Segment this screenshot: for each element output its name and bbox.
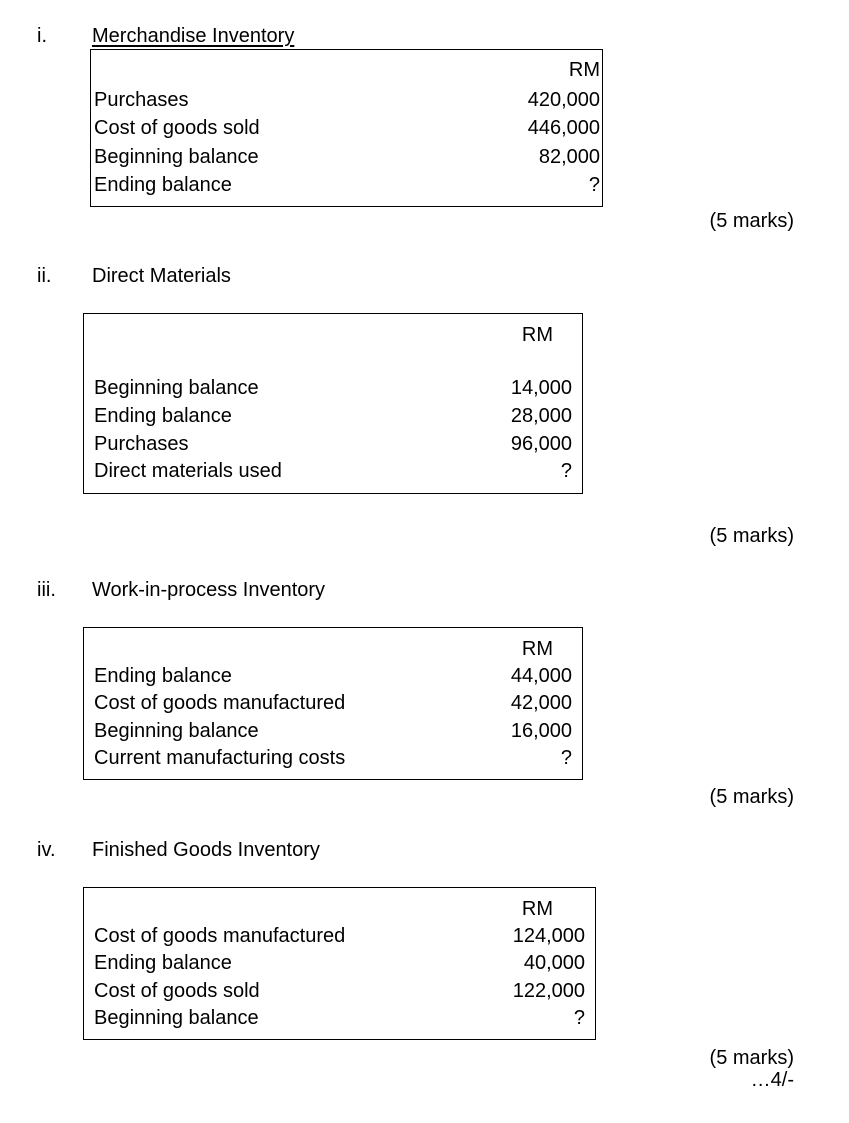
- table-row: [94, 404, 582, 428]
- table-row: [94, 459, 582, 483]
- currency-header: RM: [521, 638, 553, 660]
- table-row: [94, 376, 582, 400]
- row-value: ?: [588, 174, 600, 196]
- row-value: 28,000: [510, 405, 572, 427]
- section-numeral: ii.: [37, 265, 52, 287]
- row-value: 96,000: [510, 433, 572, 455]
- table-row: [94, 691, 582, 715]
- table-row: [94, 979, 595, 1003]
- table-row: [94, 116, 602, 140]
- section-title: Finished Goods Inventory: [92, 839, 320, 861]
- row-label: Ending balance: [94, 665, 232, 687]
- row-label: Purchases: [94, 89, 189, 111]
- section-numeral: iii.: [37, 579, 56, 601]
- row-label: Beginning balance: [94, 720, 259, 742]
- table-row: [94, 664, 582, 688]
- row-value: 44,000: [510, 665, 572, 687]
- table-row: [94, 88, 602, 112]
- section-numeral: iv.: [37, 839, 56, 861]
- row-value: 14,000: [510, 377, 572, 399]
- row-label: Beginning balance: [94, 1007, 259, 1029]
- table-row: [94, 1006, 595, 1030]
- row-label: Cost of goods manufactured: [94, 692, 346, 714]
- section-title: Work-in-process Inventory: [92, 579, 326, 601]
- inventory-table: [83, 887, 596, 1040]
- row-label: Ending balance: [94, 174, 232, 196]
- row-label: Purchases: [94, 433, 189, 455]
- section-title: Merchandise Inventory: [92, 25, 295, 47]
- currency-header: RM: [521, 324, 553, 346]
- row-label: Ending balance: [94, 952, 232, 974]
- marks-label: (5 marks): [709, 210, 794, 232]
- row-value: 82,000: [538, 146, 600, 168]
- row-value: 122,000: [512, 980, 585, 1002]
- row-label: Direct materials used: [94, 460, 282, 482]
- table-row: [94, 924, 595, 948]
- section-title: Direct Materials: [92, 265, 231, 287]
- row-label: Cost of goods sold: [94, 980, 260, 1002]
- row-label: Current manufacturing costs: [94, 747, 346, 769]
- row-label: Beginning balance: [94, 146, 259, 168]
- row-value: 42,000: [510, 692, 572, 714]
- row-value: ?: [573, 1007, 585, 1029]
- inventory-table: [83, 313, 583, 494]
- row-value: 40,000: [523, 952, 585, 974]
- row-value: 420,000: [527, 89, 600, 111]
- page-continuation: …4/-: [750, 1069, 794, 1091]
- row-label: Cost of goods sold: [94, 117, 260, 139]
- currency-header: RM: [568, 59, 600, 81]
- inventory-table: [90, 49, 603, 207]
- row-value: ?: [560, 460, 572, 482]
- marks-label: (5 marks): [709, 525, 794, 547]
- row-value: 16,000: [510, 720, 572, 742]
- row-value: 446,000: [527, 117, 600, 139]
- table-row: [94, 719, 582, 743]
- row-label: Beginning balance: [94, 377, 259, 399]
- section-numeral: i.: [37, 25, 47, 47]
- row-label: Ending balance: [94, 405, 232, 427]
- table-row: [94, 173, 602, 197]
- marks-label: (5 marks): [709, 786, 794, 808]
- table-row: [94, 746, 582, 770]
- table-row: [94, 432, 582, 456]
- table-row: [94, 951, 595, 975]
- currency-header: RM: [521, 898, 553, 920]
- inventory-table: [83, 627, 583, 780]
- marks-label: (5 marks): [709, 1047, 794, 1069]
- table-row: [94, 145, 602, 169]
- row-value: ?: [560, 747, 572, 769]
- row-value: 124,000: [512, 925, 585, 947]
- row-label: Cost of goods manufactured: [94, 925, 346, 947]
